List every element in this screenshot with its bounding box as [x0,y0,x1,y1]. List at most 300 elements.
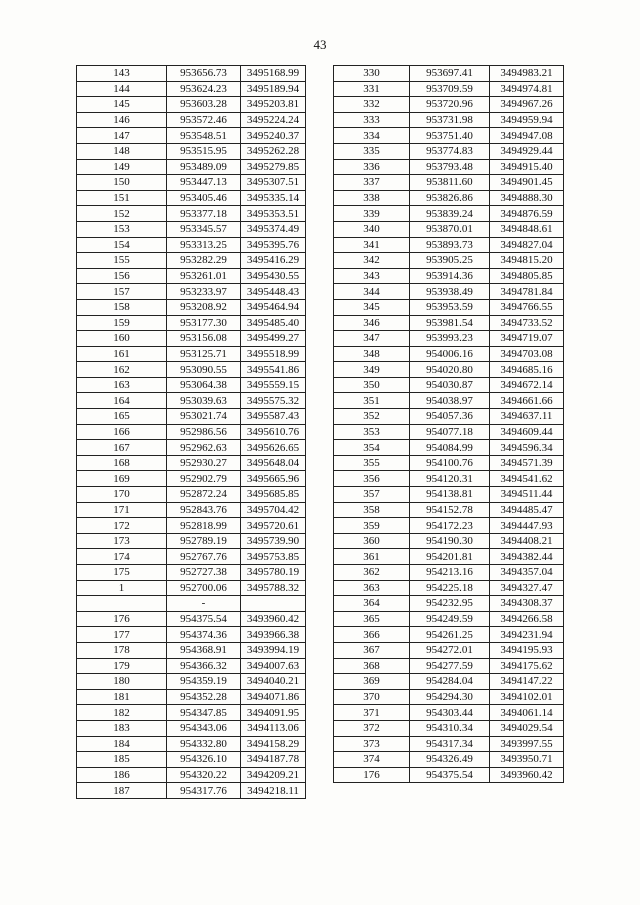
y-coordinate-cell: 3494733.52 [490,315,564,331]
y-coordinate-cell: 3494308.37 [490,596,564,612]
table-row [334,502,564,518]
point-number-cell: 163 [77,377,167,393]
x-coordinate-cell: 953751.40 [410,128,490,144]
table-row [334,159,564,175]
point-number-cell: 186 [77,767,167,783]
y-coordinate-cell: 3493997.55 [490,736,564,752]
coordinates-table-left [76,65,306,799]
y-coordinate-cell: 3494040.21 [241,674,306,690]
y-coordinate-cell: 3495279.85 [241,159,306,175]
table-row [334,533,564,549]
y-coordinate-cell: 3495739.90 [241,533,306,549]
y-coordinate-cell: 3494661.66 [490,393,564,409]
x-coordinate-cell: 952700.06 [167,580,241,596]
y-coordinate-cell: 3494007.63 [241,658,306,674]
x-coordinate-cell: 954172.23 [410,518,490,534]
table-row [334,596,564,612]
point-number-cell: 179 [77,658,167,674]
point-number-cell: 371 [334,705,410,721]
x-coordinate-cell: 952872.24 [167,487,241,503]
table-row [77,611,306,627]
x-coordinate-cell: 952962.63 [167,440,241,456]
table-row [334,377,564,393]
point-number-cell: 162 [77,362,167,378]
y-coordinate-cell: 3495559.15 [241,377,306,393]
y-coordinate-cell: 3494974.81 [490,81,564,97]
x-coordinate-cell: 954317.34 [410,736,490,752]
x-coordinate-cell: 954213.16 [410,565,490,581]
point-number-cell: 346 [334,315,410,331]
point-number-cell: 159 [77,315,167,331]
y-coordinate-cell: 3494876.59 [490,206,564,222]
x-coordinate-cell: 953489.09 [167,159,241,175]
x-coordinate-cell: 952902.79 [167,471,241,487]
table-row [334,689,564,705]
table-row [334,362,564,378]
y-coordinate-cell: 3494901.45 [490,175,564,191]
point-number-cell: 366 [334,627,410,643]
x-coordinate-cell: 953548.51 [167,128,241,144]
table-row [334,611,564,627]
y-coordinate-cell: 3495587.43 [241,409,306,425]
x-coordinate-cell: 953125.71 [167,346,241,362]
x-coordinate-cell: 953021.74 [167,409,241,425]
x-coordinate-cell: 954120.31 [410,471,490,487]
point-number-cell: 161 [77,346,167,362]
x-coordinate-cell: 954343.06 [167,720,241,736]
table-row [334,346,564,362]
point-number-cell: 149 [77,159,167,175]
y-coordinate-cell: 3494541.62 [490,471,564,487]
x-coordinate-cell: 953282.29 [167,253,241,269]
y-coordinate-cell: 3495499.27 [241,331,306,347]
point-number-cell: 160 [77,331,167,347]
point-number-cell: 182 [77,705,167,721]
y-coordinate-cell [241,596,306,612]
y-coordinate-cell: 3493960.42 [490,767,564,783]
point-number-cell: 355 [334,455,410,471]
y-coordinate-cell: 3495464.94 [241,299,306,315]
x-coordinate-cell: 954232.95 [410,596,490,612]
table-row [77,268,306,284]
point-number-cell: 170 [77,487,167,503]
x-coordinate-cell: 953893.73 [410,237,490,253]
point-number-cell: 354 [334,440,410,456]
y-coordinate-cell: 3494327.47 [490,580,564,596]
x-coordinate-cell: 954201.81 [410,549,490,565]
table-row [334,81,564,97]
point-number-cell: 370 [334,689,410,705]
table-row [77,674,306,690]
x-coordinate-cell: 953624.23 [167,81,241,97]
y-coordinate-cell: 3494357.04 [490,565,564,581]
point-number-cell: 171 [77,502,167,518]
x-coordinate-cell: 954326.49 [410,752,490,768]
x-coordinate-cell: 954375.54 [410,767,490,783]
y-coordinate-cell: 3493950.71 [490,752,564,768]
table-row [77,253,306,269]
table-row [334,627,564,643]
point-number-cell: 145 [77,97,167,113]
y-coordinate-cell: 3494571.39 [490,455,564,471]
x-coordinate-cell: 953938.49 [410,284,490,300]
y-coordinate-cell: 3495575.32 [241,393,306,409]
x-coordinate-cell: 954057.36 [410,409,490,425]
point-number-cell: 165 [77,409,167,425]
point-number-cell: 176 [334,767,410,783]
x-coordinate-cell: 954366.32 [167,658,241,674]
point-number-cell: 342 [334,253,410,269]
point-number-cell: 157 [77,284,167,300]
table-row [77,502,306,518]
table-row [334,549,564,565]
point-number-cell: 335 [334,143,410,159]
table-row [334,736,564,752]
table-row [334,674,564,690]
x-coordinate-cell: 954352.28 [167,689,241,705]
y-coordinate-cell: 3495788.32 [241,580,306,596]
point-number-cell: 167 [77,440,167,456]
x-coordinate-cell: 954368.91 [167,642,241,658]
table-row [77,143,306,159]
table-row [77,627,306,643]
table-row [77,487,306,503]
table-row [77,190,306,206]
y-coordinate-cell: 3494447.93 [490,518,564,534]
x-coordinate-cell: 954320.22 [167,767,241,783]
point-number-cell: 158 [77,299,167,315]
point-number-cell: 369 [334,674,410,690]
x-coordinate-cell: 953156.08 [167,331,241,347]
table-row [77,128,306,144]
point-number-cell: 183 [77,720,167,736]
x-coordinate-cell: 953953.59 [410,299,490,315]
point-number-cell: 373 [334,736,410,752]
x-coordinate-cell: 953064.38 [167,377,241,393]
y-coordinate-cell: 3494967.26 [490,97,564,113]
x-coordinate-cell: - [167,596,241,612]
x-coordinate-cell: 953914.36 [410,268,490,284]
point-number-cell: 147 [77,128,167,144]
table-row [77,642,306,658]
x-coordinate-cell: 954332.80 [167,736,241,752]
x-coordinate-cell: 953981.54 [410,315,490,331]
y-coordinate-cell: 3494231.94 [490,627,564,643]
point-number-cell: 337 [334,175,410,191]
x-coordinate-cell: 953720.96 [410,97,490,113]
table-row [334,409,564,425]
table-row [77,767,306,783]
point-number-cell: 181 [77,689,167,705]
table-row [77,752,306,768]
table-row [334,268,564,284]
x-coordinate-cell: 953656.73 [167,66,241,82]
x-coordinate-cell: 953090.55 [167,362,241,378]
table-row [334,237,564,253]
x-coordinate-cell: 953839.24 [410,206,490,222]
table-row [77,424,306,440]
y-coordinate-cell: 3494408.21 [490,533,564,549]
y-coordinate-cell: 3494766.55 [490,299,564,315]
y-coordinate-cell: 3494266.58 [490,611,564,627]
y-coordinate-cell: 3495648.04 [241,455,306,471]
x-coordinate-cell: 953774.83 [410,143,490,159]
point-number-cell: 350 [334,377,410,393]
point-number-cell: 360 [334,533,410,549]
point-number-cell: 151 [77,190,167,206]
y-coordinate-cell: 3494983.21 [490,66,564,82]
y-coordinate-cell: 3495685.85 [241,487,306,503]
table-row [77,783,306,799]
point-number-cell: 352 [334,409,410,425]
table-row [77,518,306,534]
y-coordinate-cell: 3494685.16 [490,362,564,378]
table-row [334,565,564,581]
table-row [334,299,564,315]
x-coordinate-cell: 954326.10 [167,752,241,768]
point-number-cell: 353 [334,424,410,440]
point-number-cell: 364 [334,596,410,612]
y-coordinate-cell: 3494719.07 [490,331,564,347]
x-coordinate-cell: 953405.46 [167,190,241,206]
table-row [77,112,306,128]
x-coordinate-cell: 952789.19 [167,533,241,549]
table-row [77,658,306,674]
point-number-cell: 359 [334,518,410,534]
y-coordinate-cell: 3494637.11 [490,409,564,425]
table-row [77,533,306,549]
point-number-cell: 150 [77,175,167,191]
point-number-cell: 156 [77,268,167,284]
x-coordinate-cell: 954190.30 [410,533,490,549]
x-coordinate-cell: 954100.76 [410,455,490,471]
x-coordinate-cell: 953377.18 [167,206,241,222]
x-coordinate-cell: 953826.86 [410,190,490,206]
y-coordinate-cell: 3494511.44 [490,487,564,503]
y-coordinate-cell: 3495610.76 [241,424,306,440]
point-number-cell: 367 [334,642,410,658]
point-number-cell: 361 [334,549,410,565]
x-coordinate-cell: 952930.27 [167,455,241,471]
x-coordinate-cell: 952818.99 [167,518,241,534]
point-number-cell: 169 [77,471,167,487]
y-coordinate-cell: 3495189.94 [241,81,306,97]
table-row [334,471,564,487]
y-coordinate-cell: 3495395.76 [241,237,306,253]
x-coordinate-cell: 952767.76 [167,549,241,565]
table-row [77,81,306,97]
x-coordinate-cell: 954359.19 [167,674,241,690]
x-coordinate-cell: 954077.18 [410,424,490,440]
table-row [334,112,564,128]
y-coordinate-cell: 3493966.38 [241,627,306,643]
table-row [334,66,564,82]
point-number-cell: 362 [334,565,410,581]
y-coordinate-cell: 3495485.40 [241,315,306,331]
point-number-cell: 334 [334,128,410,144]
table-row [77,331,306,347]
table-row [77,720,306,736]
point-number-cell: 177 [77,627,167,643]
table-row [334,705,564,721]
y-coordinate-cell: 3495780.19 [241,565,306,581]
table-row [77,159,306,175]
table-row [77,455,306,471]
table-row [334,642,564,658]
y-coordinate-cell: 3493994.19 [241,642,306,658]
y-coordinate-cell: 3494382.44 [490,549,564,565]
y-coordinate-cell: 3495168.99 [241,66,306,82]
table-row [334,175,564,191]
x-coordinate-cell: 953709.59 [410,81,490,97]
point-number-cell: 187 [77,783,167,799]
point-number-cell: 351 [334,393,410,409]
point-number-cell: 175 [77,565,167,581]
point-number-cell: 152 [77,206,167,222]
table-row [77,596,306,612]
table-row [77,736,306,752]
table-row [334,720,564,736]
y-coordinate-cell: 3495203.81 [241,97,306,113]
x-coordinate-cell: 954020.80 [410,362,490,378]
point-number-cell: 153 [77,221,167,237]
x-coordinate-cell: 954347.85 [167,705,241,721]
table-row [77,565,306,581]
table-row [334,487,564,503]
table-row [334,393,564,409]
table-row [77,549,306,565]
y-coordinate-cell: 3494609.44 [490,424,564,440]
y-coordinate-cell: 3495353.51 [241,206,306,222]
table-row [334,315,564,331]
point-number-cell: 357 [334,487,410,503]
y-coordinate-cell: 3495307.51 [241,175,306,191]
point-number-cell: 368 [334,658,410,674]
table-row [334,143,564,159]
point-number-cell: 166 [77,424,167,440]
point-number-cell: 185 [77,752,167,768]
point-number-cell: 144 [77,81,167,97]
x-coordinate-cell: 953447.13 [167,175,241,191]
table-row [334,221,564,237]
y-coordinate-cell: 3495224.24 [241,112,306,128]
coordinates-table-right [333,65,564,783]
point-number-cell: 146 [77,112,167,128]
x-coordinate-cell: 954030.87 [410,377,490,393]
y-coordinate-cell: 3495430.55 [241,268,306,284]
table-row [77,377,306,393]
table-row [77,221,306,237]
table-row [334,424,564,440]
y-coordinate-cell: 3494805.85 [490,268,564,284]
table-row [77,299,306,315]
y-coordinate-cell: 3494781.84 [490,284,564,300]
x-coordinate-cell: 954317.76 [167,783,241,799]
point-number-cell: 338 [334,190,410,206]
point-number-cell: 341 [334,237,410,253]
x-coordinate-cell: 953177.30 [167,315,241,331]
y-coordinate-cell: 3495240.37 [241,128,306,144]
point-number-cell: 344 [334,284,410,300]
table-row [334,752,564,768]
x-coordinate-cell: 952843.76 [167,502,241,518]
table-row [334,253,564,269]
point-number-cell: 154 [77,237,167,253]
point-number-cell: 178 [77,642,167,658]
point-number-cell: 331 [334,81,410,97]
x-coordinate-cell: 954152.78 [410,502,490,518]
y-coordinate-cell: 3494848.61 [490,221,564,237]
x-coordinate-cell: 953905.25 [410,253,490,269]
point-number-cell: 164 [77,393,167,409]
y-coordinate-cell: 3495448.43 [241,284,306,300]
y-coordinate-cell: 3495518.99 [241,346,306,362]
y-coordinate-cell: 3494888.30 [490,190,564,206]
y-coordinate-cell: 3495753.85 [241,549,306,565]
y-coordinate-cell: 3494091.95 [241,705,306,721]
x-coordinate-cell: 954375.54 [167,611,241,627]
x-coordinate-cell: 954303.44 [410,705,490,721]
y-coordinate-cell: 3495665.96 [241,471,306,487]
y-coordinate-cell: 3494158.29 [241,736,306,752]
table-row [334,190,564,206]
point-number-cell: 356 [334,471,410,487]
point-number-cell: 363 [334,580,410,596]
y-coordinate-cell: 3494175.62 [490,658,564,674]
x-coordinate-cell: 954310.34 [410,720,490,736]
x-coordinate-cell: 954249.59 [410,611,490,627]
x-coordinate-cell: 952986.56 [167,424,241,440]
point-number-cell: 333 [334,112,410,128]
table-row [77,66,306,82]
x-coordinate-cell: 954284.04 [410,674,490,690]
table-row [334,518,564,534]
table-row [334,206,564,222]
x-coordinate-cell: 953261.01 [167,268,241,284]
table-row [77,346,306,362]
y-coordinate-cell: 3494061.14 [490,705,564,721]
x-coordinate-cell: 953731.98 [410,112,490,128]
table-row [334,455,564,471]
point-number-cell: 372 [334,720,410,736]
x-coordinate-cell: 954038.97 [410,393,490,409]
point-number-cell: 330 [334,66,410,82]
y-coordinate-cell: 3494209.21 [241,767,306,783]
table-row [77,175,306,191]
table-row [77,705,306,721]
point-number-cell: 148 [77,143,167,159]
y-coordinate-cell: 3495720.61 [241,518,306,534]
point-number-cell: 332 [334,97,410,113]
x-coordinate-cell: 953345.57 [167,221,241,237]
x-coordinate-cell: 953572.46 [167,112,241,128]
y-coordinate-cell: 3494929.44 [490,143,564,159]
x-coordinate-cell: 952727.38 [167,565,241,581]
x-coordinate-cell: 953793.48 [410,159,490,175]
point-number-cell: 184 [77,736,167,752]
table-row [77,440,306,456]
table-row [77,393,306,409]
table-row [77,471,306,487]
y-coordinate-cell: 3494187.78 [241,752,306,768]
point-number-cell: 168 [77,455,167,471]
x-coordinate-cell: 954277.59 [410,658,490,674]
point-number-cell [77,596,167,612]
y-coordinate-cell: 3495704.42 [241,502,306,518]
table-row [334,580,564,596]
y-coordinate-cell: 3494815.20 [490,253,564,269]
y-coordinate-cell: 3494102.01 [490,689,564,705]
